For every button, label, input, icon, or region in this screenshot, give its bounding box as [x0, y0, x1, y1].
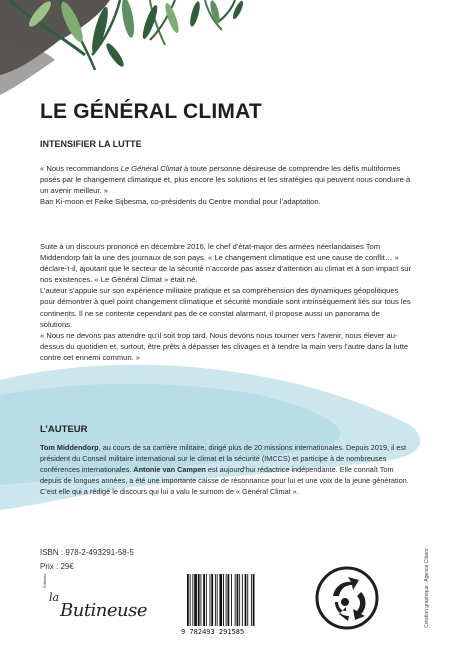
author-bio: Tom Middendorp, au cours de sa carrière militaire, dirigé plus de 20 missions internationales. Depuis 2019, il est président du Conseil militaire international sur le climat et la sécurité (IMCCS) et participe à de nombreuses conférences internationales. Antonie van Campen est aujourd’hui rédactrice indépendante. Elle connaît Tom depuis de longues années, a été une importante caisse de résonnance pour lui et une voix de la jeune génération. C’est elle qui a rédigé le discours qui lui a valu le surnom de « Général Climat ».: [40, 443, 409, 497]
description-paragraph-3: « Nous ne devons pas attendre qu’il soit trop tard. Nous devons nous tourner vers l’avenir, nous élever au-dessus du quotidien et, surtout, être prêts à dépasser les clivages et à tendre la main vers l’autre dans la lutte contre cet ennemi commun. »: [40, 330, 409, 362]
barcode-bar: [226, 574, 227, 626]
barcode-bar: [242, 574, 243, 626]
book-subtitle: INTENSIFIER LA LUTTE: [40, 139, 142, 149]
foliage-illustration: [0, 0, 450, 110]
barcode-bar: [210, 574, 211, 626]
barcode-bar: [235, 574, 236, 626]
barcode-bar: [194, 574, 197, 626]
barcode-bar: [237, 574, 239, 626]
barcode-bar: [206, 574, 207, 626]
barcode-bar: [231, 574, 232, 626]
barcode-digits: 9 782493 291585: [181, 628, 245, 636]
barcode-bar: [203, 574, 205, 626]
price: Prix : 29€: [40, 562, 74, 571]
barcode: [181, 572, 287, 640]
barcode-bar: [251, 574, 252, 626]
design-credit: Création graphique : Agence Cibam: [424, 548, 430, 628]
barcode-bar: [247, 574, 248, 626]
barcode-bar: [253, 574, 255, 626]
description-paragraph-2: L’auteur s’appuie sur son expérience militaire pratique et sa compréhension des dynamiques géopolitiques pour démontrer à quel point changement climatique et sécurité mondiale sont intrinsèquement liés sur tous les continents. Il ne se contente cependant pas de ce constat alarmant, il propose aussi un panorama de solutions.: [40, 286, 411, 329]
barcode-bar: [215, 574, 216, 626]
barcode-bar: [228, 574, 230, 626]
barcode-bar: [239, 574, 240, 626]
barcode-bar: [192, 574, 193, 626]
isbn: ISBN : 978-2-493291-58-5: [40, 548, 134, 557]
barcode-bar: [190, 574, 191, 626]
author-heading: L’AUTEUR: [40, 424, 88, 435]
barcode-bar: [187, 574, 189, 626]
barcode-bar: [245, 574, 247, 626]
quote-text: « Nous recommandons Le Général Climat à toute personne désireuse de comprendre les défis multiformes posés par le changement climatique et, plus encore les solutions et les stratégies qui peuvent nous conduire à un avenir meilleur. »: [40, 164, 411, 196]
barcode-bar: [211, 574, 213, 626]
endorsement-quote: [40, 163, 412, 207]
barcode-icon: [181, 572, 287, 628]
barcode-bar: [219, 574, 222, 626]
book-title: LE GÉNÉRAL CLIMAT: [40, 100, 262, 123]
barcode-bar: [201, 574, 202, 626]
recycling-icon: [315, 566, 379, 630]
publisher-logo: Éditions la Butineuse: [42, 573, 148, 621]
description-paragraph-1: Suite à un discours prononcé en décembre 2016, le chef d’état-major des armées néerlandaises Tom Middendorp fait la une des journaux de son pays. « Le changement climatique est une cause de conflit… » déclare-t-il, ajoutant que le secteur de la sécurité n’accorde pas assez d’attention au climat et à son impact sur nos existences. « Le Général Climat » était né.: [40, 242, 412, 285]
book-description: [40, 241, 412, 363]
barcode-bar: [217, 574, 218, 626]
barcode-bar: [223, 574, 224, 626]
barcode-bar: [198, 574, 200, 626]
quote-attribution: Ban Ki-moon et Feike Sijbesma, co-présidents du Centre mondial pour l’adaptation.: [40, 197, 321, 207]
